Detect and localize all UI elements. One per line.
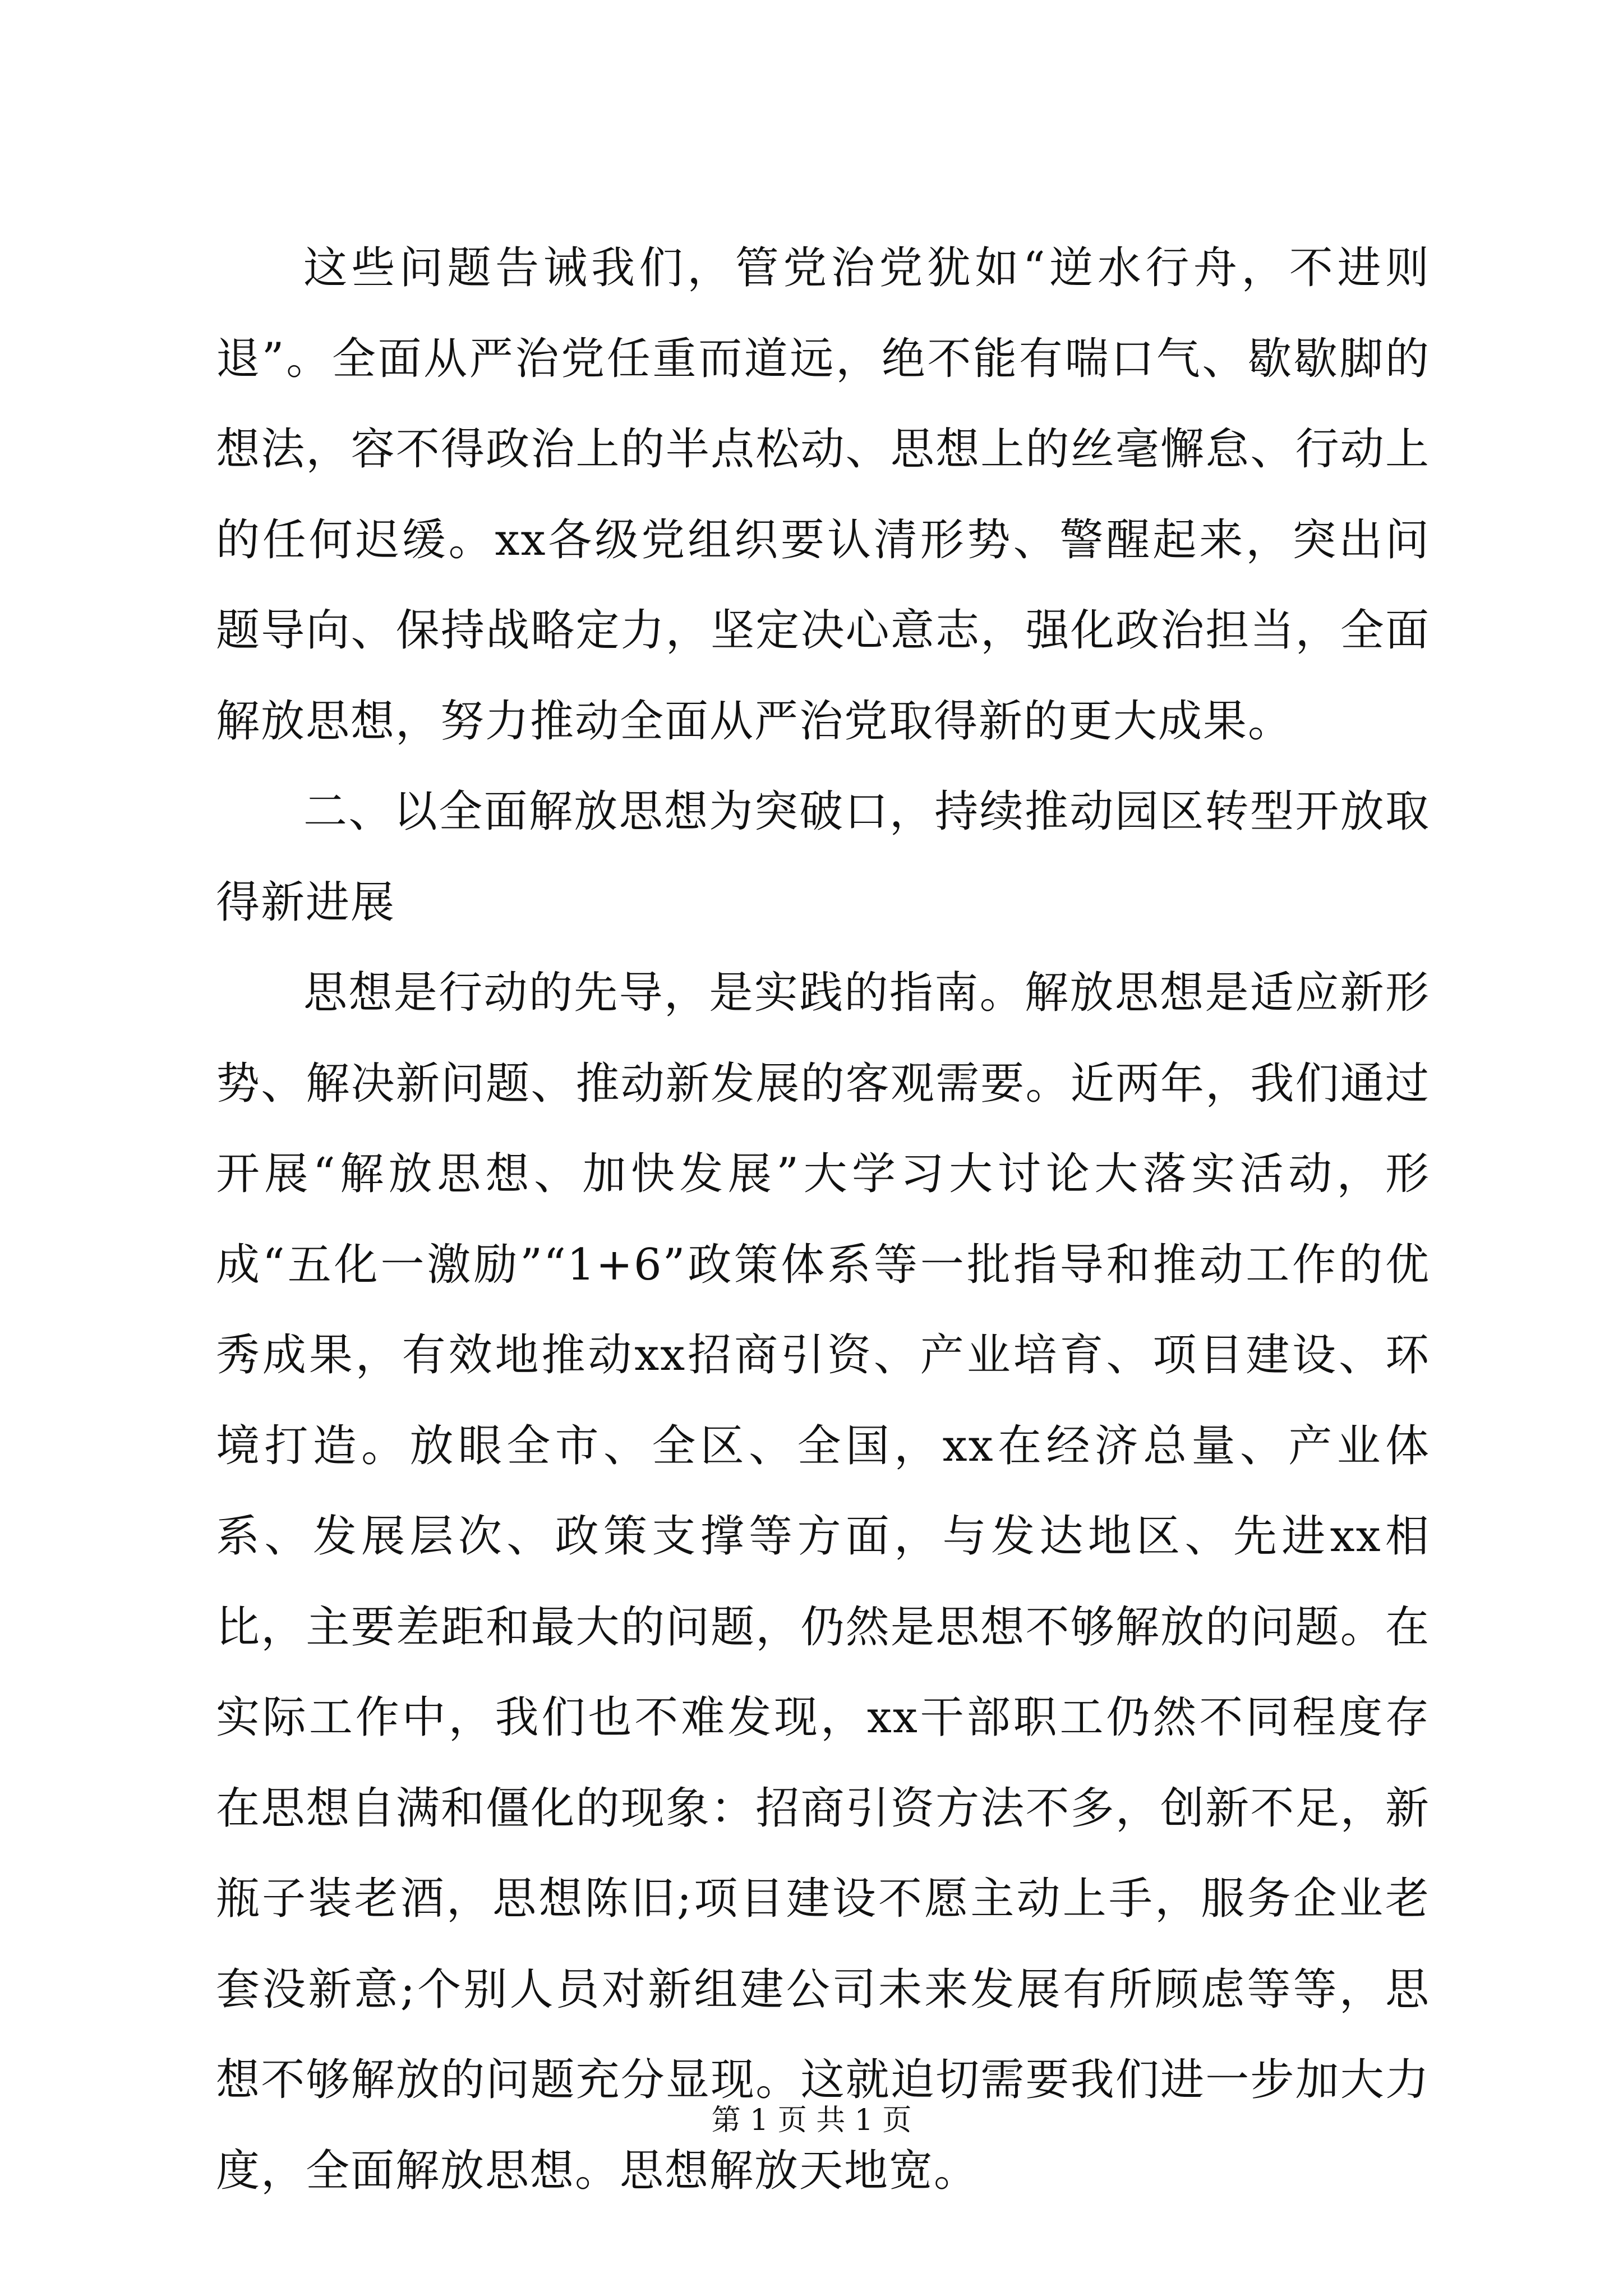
paragraph-liberate-thinking: 思想是行动的先导，是实践的指南。解放思想是适应新形势、解决新问题、推动新发展的客观需要。近两年，我们通过开展“解放思想、加快发展”大学习大讨论大落实活动，形成“五化一激励”“1+6”政策体系等一批指导和推动工作的优秀成果，有效地推动xx招商引资、产业培育、项目建设、环境打造。放眼全市、全区、全国，xx在经济总量、产业体系、发展层次、政策支撑等方面，与发达地区、先进xx相比，主要差距和最大的问题，仍然是思想不够解放的问题。在实际工作中，我们也不难发现，xx干部职工仍然不同程度存在思想自满和僵化的现象：招商引资方法不多，创新不足，新瓶子装老酒，思想陈旧;项目建设不愿主动上手，服务企业老套没新意;个别人员对新组建公司未来发展有所顾虑等等，思想不够解放的问题充分显现。这就迫切需要我们进一步加大力度，全面解放思想。思想解放天地宽。: [216, 968, 1430, 2196]
section-heading: 二、以全面解放思想为突破口，持续推动园区转型开放取得新进展: [216, 786, 1430, 928]
page-number-footer: 第 1 页 共 1 页: [711, 2104, 912, 2137]
document-body: [216, 223, 1430, 2216]
paragraph-conclusion: 这些问题告诫我们，管党治党犹如“逆水行舟，不进则退”。全面从严治党任重而道远，绝不能有喘口气、歇歇脚的想法，容不得政治上的半点松动、思想上的丝毫懈怠、行动上的任何迟缓。xx各级党组织要认清形势、警醒起来，突出问题导向、保持战略定力，坚定决心意志，强化政治担当，全面解放思想，努力推动全面从严治党取得新的更大成果。: [216, 243, 1430, 747]
